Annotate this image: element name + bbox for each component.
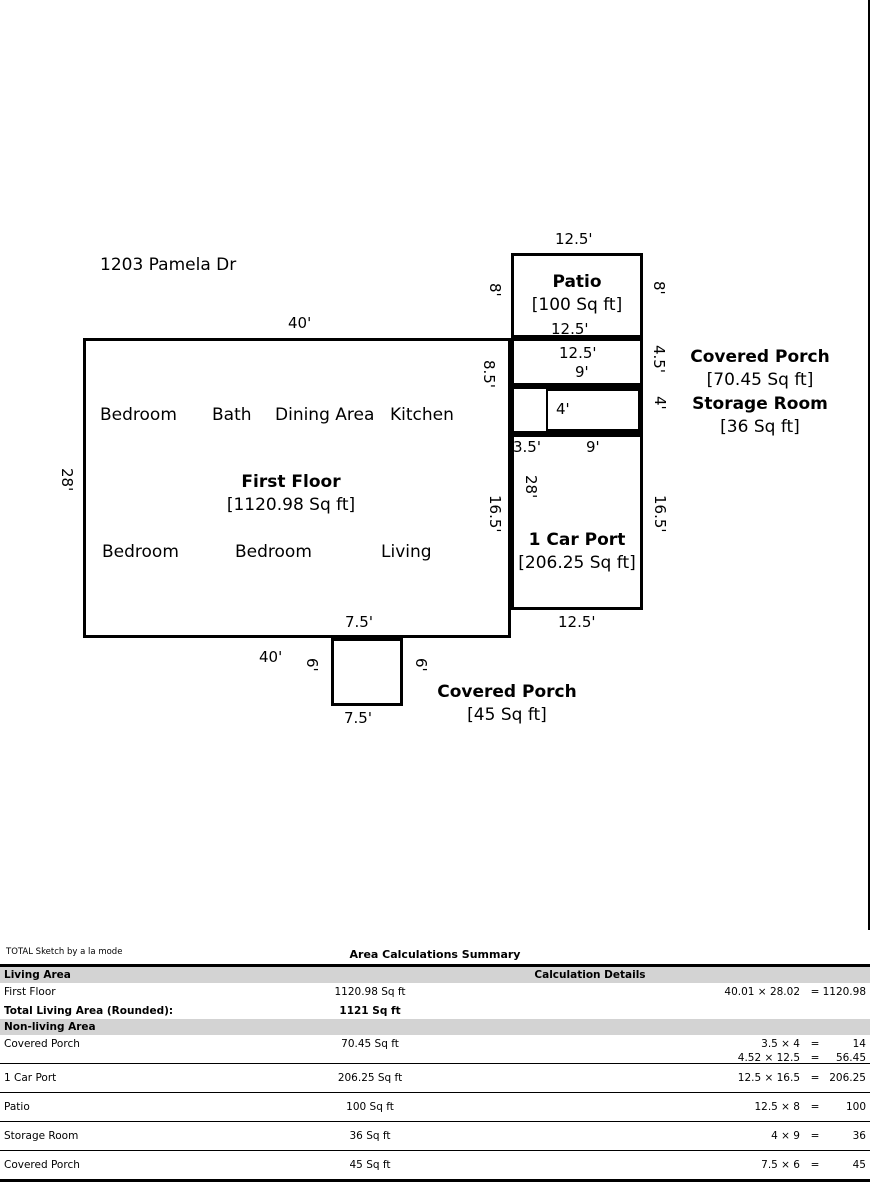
room-outline-covered-porch-bottom <box>331 638 403 706</box>
room-label-storage-room: Storage Room <box>692 394 828 414</box>
space-label-living: Living <box>381 542 432 562</box>
dimension-first-floor-bottom-left: 40' <box>259 648 283 666</box>
dimension-first-floor-bottom-right: 7.5' <box>345 613 373 631</box>
space-label-dining-area: Dining Area <box>275 405 375 425</box>
dimension-porch-bottom-right-side: 6' <box>412 658 430 672</box>
row-result-2: 56.45 <box>835 1052 866 1064</box>
row-result: 36 <box>852 1130 866 1142</box>
property-address: 1203 Pamela Dr <box>100 255 237 275</box>
row-result: 206.25 <box>829 1072 866 1084</box>
row-expression: 3.5 × 4 <box>761 1038 800 1050</box>
room-area-covered-porch-upper: [70.45 Sq ft] <box>706 370 814 390</box>
summary-title: Area Calculations Summary <box>349 948 521 961</box>
living-area-header: Living Area <box>4 969 71 981</box>
space-label-bedroom-1: Bedroom <box>100 405 177 425</box>
room-outline-car-port <box>511 434 643 610</box>
dimension-patio-left: 8' <box>486 283 504 297</box>
dimension-car-port-bottom: 12.5' <box>558 613 596 631</box>
dimension-porch-bottom-left-side: 6' <box>303 658 321 672</box>
summary-bottom-rule <box>0 1179 870 1182</box>
room-area-car-port: [206.25 Sq ft] <box>518 553 636 573</box>
row-result: 1120.98 <box>822 986 866 998</box>
row-name: Covered Porch <box>4 1038 80 1050</box>
dimension-patio-bottom: 12.5' <box>551 320 589 338</box>
table-row-covered-porch-1 <box>0 1035 870 1063</box>
dimension-first-floor-lower-left: 16.5' <box>486 495 504 533</box>
total-living-area-label: Total Living Area (Rounded): <box>4 1005 174 1017</box>
nonliving-area-header: Non-living Area <box>4 1021 96 1033</box>
dimension-first-floor-top: 40' <box>288 314 312 332</box>
row-name: Patio <box>4 1101 30 1113</box>
dimension-patio-top: 12.5' <box>555 230 593 248</box>
sketch-credit: TOTAL Sketch by a la mode <box>6 947 123 957</box>
row-name: Storage Room <box>4 1130 79 1142</box>
room-label-first-floor: First Floor <box>241 472 341 492</box>
dimension-car-port-left: 28' <box>522 475 540 499</box>
calculation-details-header: Calculation Details <box>534 969 646 981</box>
row-expression: 12.5 × 16.5 <box>737 1072 800 1084</box>
space-label-bedroom-2: Bedroom <box>102 542 179 562</box>
dimension-storage-room-bottom: 9' <box>586 438 600 456</box>
row-name: First Floor <box>4 986 56 998</box>
row-value: 70.45 Sq ft <box>341 1038 399 1050</box>
table-row-car-port <box>0 1064 870 1092</box>
row-expression: 40.01 × 28.02 <box>724 986 800 998</box>
row-value: 100 Sq ft <box>346 1101 394 1113</box>
row-value: 45 Sq ft <box>349 1159 391 1171</box>
dimension-patio-right: 8' <box>650 281 668 295</box>
dimension-porch-top: 12.5' <box>559 344 597 362</box>
dimension-first-floor-left: 28' <box>58 468 76 492</box>
dimension-storage-room-right: 4' <box>651 396 669 410</box>
room-area-patio: [100 Sq ft] <box>531 295 623 315</box>
row-result: 100 <box>845 1101 866 1113</box>
row-result: 45 <box>852 1159 866 1171</box>
row-expression: 12.5 × 8 <box>754 1101 800 1113</box>
room-area-covered-porch-bottom: [45 Sq ft] <box>467 705 547 725</box>
room-label-covered-porch-upper: Covered Porch <box>690 347 830 367</box>
room-area-first-floor: [1120.98 Sq ft] <box>226 495 356 515</box>
dimension-porch-bottom-left: 3.5' <box>513 438 541 456</box>
area-calculations-summary <box>0 940 870 1182</box>
living-area-header-band <box>0 967 870 983</box>
dimension-porch-right: 4.5' <box>650 345 668 373</box>
table-row-first-floor <box>0 983 870 999</box>
table-row-covered-porch-2 <box>0 1151 870 1179</box>
row-value: 206.25 Sq ft <box>337 1072 403 1084</box>
row-expression: 7.5 × 6 <box>761 1159 800 1171</box>
room-label-car-port: 1 Car Port <box>528 530 626 550</box>
row-equals: = <box>810 1038 820 1050</box>
row-result: 14 <box>852 1038 866 1050</box>
dimension-storage-room-left: 4' <box>556 400 570 418</box>
row-equals: = <box>810 1072 820 1084</box>
room-label-patio: Patio <box>552 272 602 292</box>
dimension-car-port-right: 16.5' <box>651 495 669 533</box>
room-area-storage-room: [36 Sq ft] <box>720 417 800 437</box>
table-row-storage-room <box>0 1122 870 1150</box>
row-expression: 4 × 9 <box>771 1130 800 1142</box>
nonliving-area-header-band <box>0 1019 870 1035</box>
dimension-first-floor-upper-left: 8.5' <box>480 360 498 388</box>
space-label-kitchen: Kitchen <box>390 405 454 425</box>
row-name: Covered Porch <box>4 1159 80 1171</box>
space-label-bedroom-3: Bedroom <box>235 542 312 562</box>
table-row-patio <box>0 1093 870 1121</box>
total-living-area-value: 1121 Sq ft <box>339 1005 401 1017</box>
room-label-covered-porch-bottom: Covered Porch <box>437 682 577 702</box>
space-label-bath: Bath <box>212 405 252 425</box>
row-value: 36 Sq ft <box>349 1130 391 1142</box>
row-expression-2: 4.52 × 12.5 <box>737 1052 800 1064</box>
row-equals: = <box>810 986 820 998</box>
row-equals-2: = <box>810 1052 820 1064</box>
dimension-porch-inner-width: 9' <box>575 363 589 381</box>
row-equals: = <box>810 1159 820 1171</box>
dimension-porch-bottom-width: 7.5' <box>344 709 372 727</box>
row-equals: = <box>810 1130 820 1142</box>
row-name: 1 Car Port <box>4 1072 57 1084</box>
row-value: 1120.98 Sq ft <box>334 986 406 998</box>
table-row-total-living-area <box>0 999 870 1019</box>
row-equals: = <box>810 1101 820 1113</box>
